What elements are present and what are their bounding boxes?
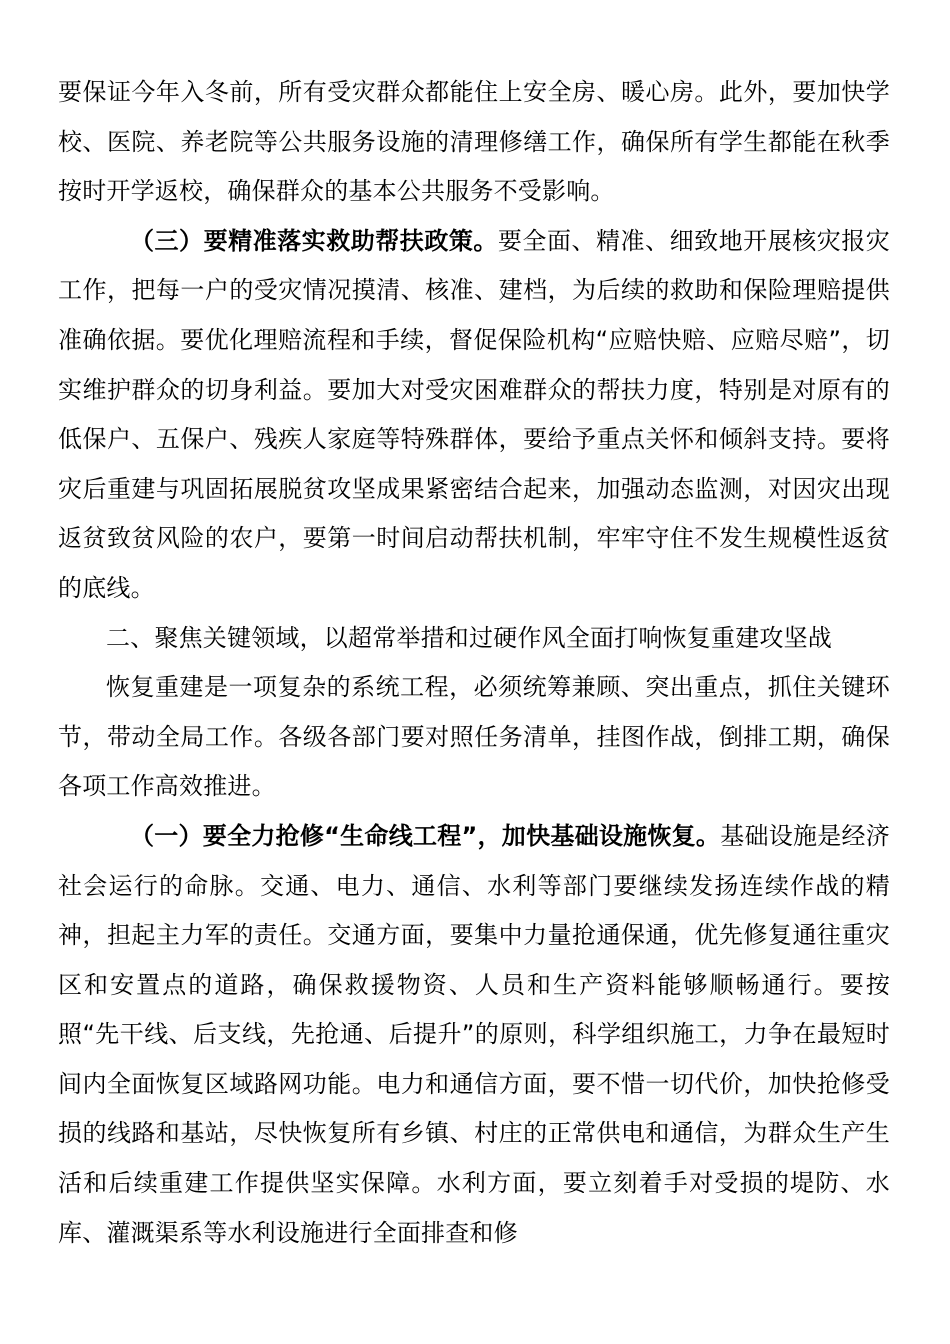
paragraph-text: 要保证今年入冬前，所有受灾群众都能住上安全房、暖心房。此外，要加快学校、医院、养老院等公共服务设施的清理修缮工作，确保所有学生都能在秋季按时开学返校，确保群众的基本公共服务不受影响。 (58, 78, 890, 206)
paragraph-section-three (58, 217, 890, 614)
section-heading: （三）要精准落实救助帮扶政策。 (130, 226, 498, 255)
document-body (58, 68, 890, 1258)
chapter-two-heading (58, 614, 890, 664)
paragraph-text: 恢复重建是一项复杂的系统工程，必须统筹兼顾、突出重点，抓住关键环节，带动全局工作。各级各部门要对照任务清单，挂图作战，倒排工期，确保各项工作高效推进。 (58, 673, 890, 801)
paragraph-intro (58, 663, 890, 812)
paragraph-text: 要全面、精准、细致地开展核灾报灾工作，把每一户的受灾情况摸清、核准、建档，为后续的救助和保险理赔提供准确依据。要优化理赔流程和手续，督促保险机构“应赔快赔、应赔尽赔”，切实维护群众的切身利益。要加大对受灾困难群众的帮扶力度，特别是对原有的低保户、五保户、残疾人家庭等特殊群体，要给予重点关怀和倾斜支持。要将灾后重建与巩固拓展脱贫攻坚成果紧密结合起来，加强动态监测，对因灾出现返贫致贫风险的农户，要第一时间启动帮扶机制，牢牢守住不发生规模性返贫的底线。 (58, 226, 891, 602)
paragraph-continuation (58, 68, 890, 217)
section-heading: （一）要全力抢修“生命线工程”，加快基础设施恢复。 (130, 821, 721, 850)
paragraph-text: 基础设施是经济社会运行的命脉。交通、电力、通信、水利等部门要继续发扬连续作战的精神，担起主力军的责任。交通方面，要集中力量抢通保通，优先修复通往重灾区和安置点的道路，确保救援物资、人员和生产资料能够顺畅通行。要按照“先干线、后支线，先抢通、后提升”的原则，科学组织施工，力争在最短时间内全面恢复区域路网功能。电力和通信方面，要不惜一切代价，加快抢修受损的线路和基站，尽快恢复所有乡镇、村庄的正常供电和通信，为群众生产生活和后续重建工作提供坚实保障。水利方面，要立刻着手对受损的堤防、水库、灌溉渠系等水利设施进行全面排查和修 (58, 821, 890, 1247)
paragraph-section-one (58, 812, 890, 1258)
chapter-heading-text: 二、聚焦关键领域，以超常举措和过硬作风全面打响恢复重建攻坚战 (106, 623, 832, 652)
